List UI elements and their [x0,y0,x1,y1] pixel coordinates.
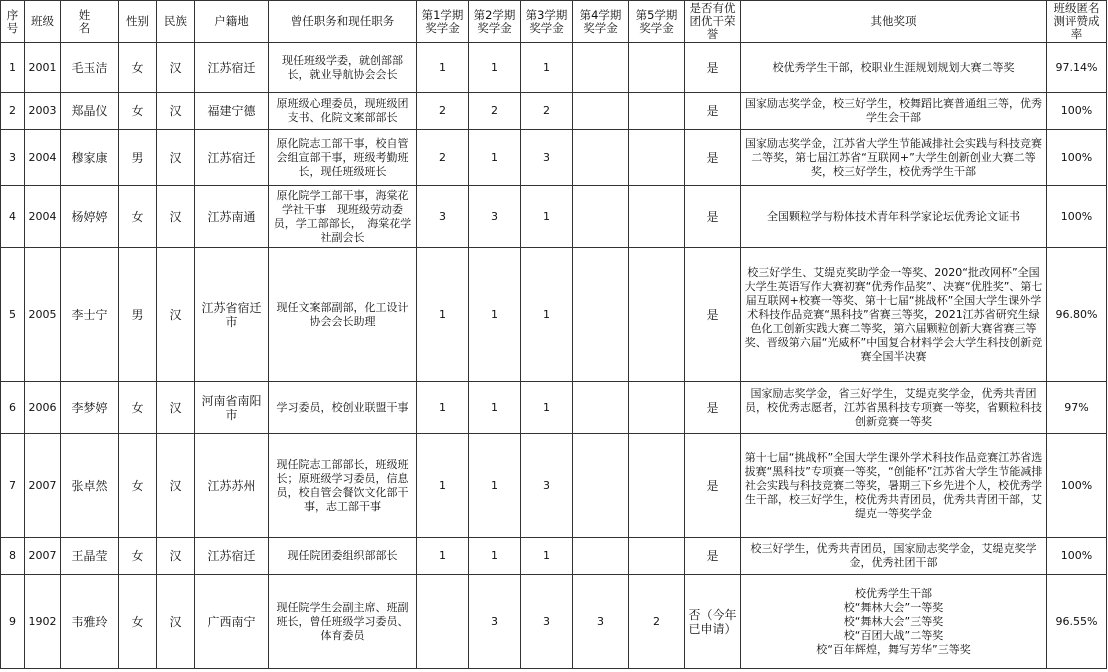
header-scholarship-2: 第2学期奖学金 [469,1,521,43]
table-row [1,434,1107,538]
cell-honor: 是 [685,248,741,382]
cell-positions: 现任院志工部部长，班级班长；原班级学习委员，信息员，校自管会餐饮文化部干事，志工部干事 [269,434,417,538]
cell-origin: 福建宁德 [195,93,269,130]
award-line: 校优秀学生干部 [855,586,932,600]
cell-gender: 女 [119,382,157,434]
cell-honor: 是 [685,130,741,186]
header-class: 班级 [25,1,61,43]
cell-name: 郑晶仪 [61,93,119,130]
cell-origin: 江苏宿迁 [195,43,269,93]
cell-honor: 是 [685,434,741,538]
cell-gender: 女 [119,434,157,538]
cell-origin: 江苏南通 [195,186,269,248]
cell-rate: 100% [1047,130,1107,186]
header-origin: 户籍地 [195,1,269,43]
cell-name: 王晶莹 [61,538,119,575]
cell-honor: 否（今年已申请） [685,575,741,669]
cell-s1: 1 [417,382,469,434]
cell-positions: 现任文案部副部，化工设计协会会长助理 [269,248,417,382]
cell-seq: 3 [1,130,25,186]
cell-seq: 8 [1,538,25,575]
cell-honor: 是 [685,382,741,434]
cell-class: 2005 [25,248,61,382]
cell-awards: 国家励志奖学金，省三好学生，艾缇克奖学金，优秀共青团员，校优秀志愿者，江苏省黑科技专项赛一等奖，省颗粒科技创新竞赛一等奖 [741,382,1047,434]
cell-s2: 3 [469,575,521,669]
cell-seq: 9 [1,575,25,669]
table-row [1,93,1107,130]
cell-rate: 97% [1047,382,1107,434]
cell-seq: 7 [1,434,25,538]
cell-honor: 是 [685,186,741,248]
cell-s4 [573,248,629,382]
cell-seq: 5 [1,248,25,382]
cell-positions: 学习委员，校创业联盟干事 [269,382,417,434]
cell-s5 [629,538,685,575]
table-row [1,248,1107,382]
cell-s4 [573,382,629,434]
cell-rate: 100% [1047,186,1107,248]
header-gender: 性别 [119,1,157,43]
cell-s1: 1 [417,538,469,575]
cell-class: 2001 [25,43,61,93]
cell-name: 穆家康 [61,130,119,186]
header-seq: 序号 [1,1,25,43]
cell-s3: 2 [521,93,573,130]
cell-rate: 96.80% [1047,248,1107,382]
header-awards: 其他奖项 [741,1,1047,43]
table-row [1,186,1107,248]
header-row [1,1,1107,43]
cell-honor: 是 [685,93,741,130]
cell-ethnicity: 汉 [157,575,195,669]
cell-positions: 现任班级学委，就创部部长，就业导航协会会长 [269,43,417,93]
table-row [1,43,1107,93]
award-line: 校“百团大战”二等奖 [843,628,944,642]
cell-s2: 1 [469,538,521,575]
cell-s5 [629,186,685,248]
cell-ethnicity: 汉 [157,186,195,248]
cell-s2: 1 [469,130,521,186]
table-row [1,575,1107,669]
cell-ethnicity: 汉 [157,43,195,93]
cell-s5: 2 [629,575,685,669]
cell-origin: 江苏宿迁 [195,538,269,575]
cell-positions: 现任院团委组织部部长 [269,538,417,575]
cell-s4 [573,186,629,248]
cell-rate: 100% [1047,538,1107,575]
cell-awards: 国家励志奖学金，江苏省大学生节能减排社会实践与科技竞赛二等奖，第七届江苏省“互联网+”大学生创新创业大赛二等奖，校三好学生，校优秀学生干部 [741,130,1047,186]
cell-seq: 2 [1,93,25,130]
cell-ethnicity: 汉 [157,248,195,382]
cell-awards: 校三好学生、艾缇克奖助学金一等奖、2020“批改网杯”全国大学生英语写作大赛初赛“优秀作品奖”、决赛“优胜奖”、第七届互联网+校赛一等奖、第十七届“挑战杯”全国大学生课外学术科技作品竞赛“黑科技”省赛三等奖，2021江苏省研究生绿色化工创新实践大赛二等奖，第六届颗粒创新大赛省赛三等奖、晋级第六届“光威杯”中国复合材料学会大学生科技创新竞赛全国半决赛 [741,248,1047,382]
cell-class: 2004 [25,130,61,186]
cell-s1: 1 [417,434,469,538]
cell-awards: 国家励志奖学金，校三好学生，校舞蹈比赛普通组三等，优秀学生会干部 [741,93,1047,130]
cell-origin: 河南省南阳市 [195,382,269,434]
cell-positions: 原化院学工部干事，海棠花学社干事 现班级劳动委员，学工部部长， 海棠花学社副会长 [269,186,417,248]
cell-s1 [417,575,469,669]
cell-rate: 97.14% [1047,43,1107,93]
cell-s4: 3 [573,575,629,669]
cell-origin: 江苏苏州 [195,434,269,538]
cell-s1: 2 [417,130,469,186]
cell-awards: 全国颗粒学与粉体技术青年科学家论坛优秀论文证书 [741,186,1047,248]
header-ethnicity: 民族 [157,1,195,43]
cell-seq: 6 [1,382,25,434]
cell-awards: 第十七届“挑战杯”全国大学生课外学术科技作品竞赛江苏省选拔赛“黑科技”专项赛一等奖，“创能杯”江苏省大学生节能减排社会实践与科技竞赛二等奖，暑期三下乡先进个人，校优秀学生干部，校三好学生，校优秀共青团员，优秀共青团干部，艾缇克一等奖学金 [741,434,1047,538]
header-positions: 曾任职务和现任职务 [269,1,417,43]
cell-s2: 2 [469,93,521,130]
cell-ethnicity: 汉 [157,130,195,186]
cell-name: 杨婷婷 [61,186,119,248]
table-row [1,382,1107,434]
cell-name: 张卓然 [61,434,119,538]
cell-gender: 女 [119,538,157,575]
header-scholarship-4: 第4学期奖学金 [573,1,629,43]
award-line: 校“舞林大会”一等奖 [843,600,944,614]
cell-origin: 广西南宁 [195,575,269,669]
cell-honor: 是 [685,43,741,93]
cell-class: 2007 [25,434,61,538]
cell-origin: 江苏省宿迁市 [195,248,269,382]
cell-rate: 96.55% [1047,575,1107,669]
cell-seq: 4 [1,186,25,248]
cell-positions: 原化院志工部干事，校自管会组宣部干事，班级考勤班长，现任班级班长 [269,130,417,186]
cell-s2: 3 [469,186,521,248]
cell-gender: 女 [119,186,157,248]
cell-class: 2007 [25,538,61,575]
cell-s5 [629,93,685,130]
cell-name: 李梦婷 [61,382,119,434]
cell-awards [741,575,1047,669]
cell-s5 [629,382,685,434]
cell-rate: 100% [1047,434,1107,538]
header-rate: 班级匿名测评赞成率 [1047,1,1107,43]
cell-s5 [629,434,685,538]
cell-name: 李士宁 [61,248,119,382]
cell-gender: 女 [119,43,157,93]
cell-s2: 1 [469,434,521,538]
cell-class: 1902 [25,575,61,669]
cell-name: 毛玉洁 [61,43,119,93]
cell-gender: 女 [119,93,157,130]
cell-honor: 是 [685,538,741,575]
header-honor: 是否有优团优干荣誉 [685,1,741,43]
cell-positions: 现任院学生会副主席、班副班长，曾任班级学习委员、体育委员 [269,575,417,669]
cell-seq: 1 [1,43,25,93]
cell-gender: 女 [119,575,157,669]
cell-s3: 1 [521,248,573,382]
cell-class: 2004 [25,186,61,248]
cell-awards: 校三好学生，优秀共青团员，国家励志奖学金，艾缇克奖学金，优秀社团干部 [741,538,1047,575]
cell-s1: 1 [417,43,469,93]
cell-ethnicity: 汉 [157,382,195,434]
cell-s3: 1 [521,186,573,248]
header-scholarship-5: 第5学期奖学金 [629,1,685,43]
cell-s2: 1 [469,382,521,434]
award-line: 校“百年辉煌，舞写芳华”三等奖 [816,642,971,656]
cell-s5 [629,248,685,382]
header-name: 姓 名 [61,1,119,43]
table-row [1,538,1107,575]
cell-s3: 3 [521,130,573,186]
cell-s4 [573,93,629,130]
cell-s2: 1 [469,43,521,93]
cell-s3: 3 [521,434,573,538]
cell-s1: 1 [417,248,469,382]
cell-class: 2003 [25,93,61,130]
cell-s4 [573,130,629,186]
award-line: 校“舞林大会”三等奖 [843,614,944,628]
cell-s3: 1 [521,538,573,575]
cell-s3: 1 [521,382,573,434]
cell-s5 [629,130,685,186]
header-scholarship-1: 第1学期奖学金 [417,1,469,43]
cell-awards: 校优秀学生干部，校职业生涯规划规划大赛二等奖 [741,43,1047,93]
cell-s4 [573,538,629,575]
cell-gender: 男 [119,248,157,382]
cell-s2: 1 [469,248,521,382]
cell-origin: 江苏宿迁 [195,130,269,186]
header-scholarship-3: 第3学期奖学金 [521,1,573,43]
table-row [1,130,1107,186]
cell-class: 2006 [25,382,61,434]
cell-positions: 原班级心理委员，现班级团支书、化院文案部部长 [269,93,417,130]
cell-ethnicity: 汉 [157,538,195,575]
cell-name: 韦雅玲 [61,575,119,669]
cell-s4 [573,434,629,538]
cell-s3: 1 [521,43,573,93]
cell-rate: 100% [1047,93,1107,130]
cell-ethnicity: 汉 [157,434,195,538]
cell-s3: 3 [521,575,573,669]
cell-s1: 3 [417,186,469,248]
cell-s4 [573,43,629,93]
cell-s5 [629,43,685,93]
cell-ethnicity: 汉 [157,93,195,130]
cell-gender: 男 [119,130,157,186]
cell-s1: 2 [417,93,469,130]
